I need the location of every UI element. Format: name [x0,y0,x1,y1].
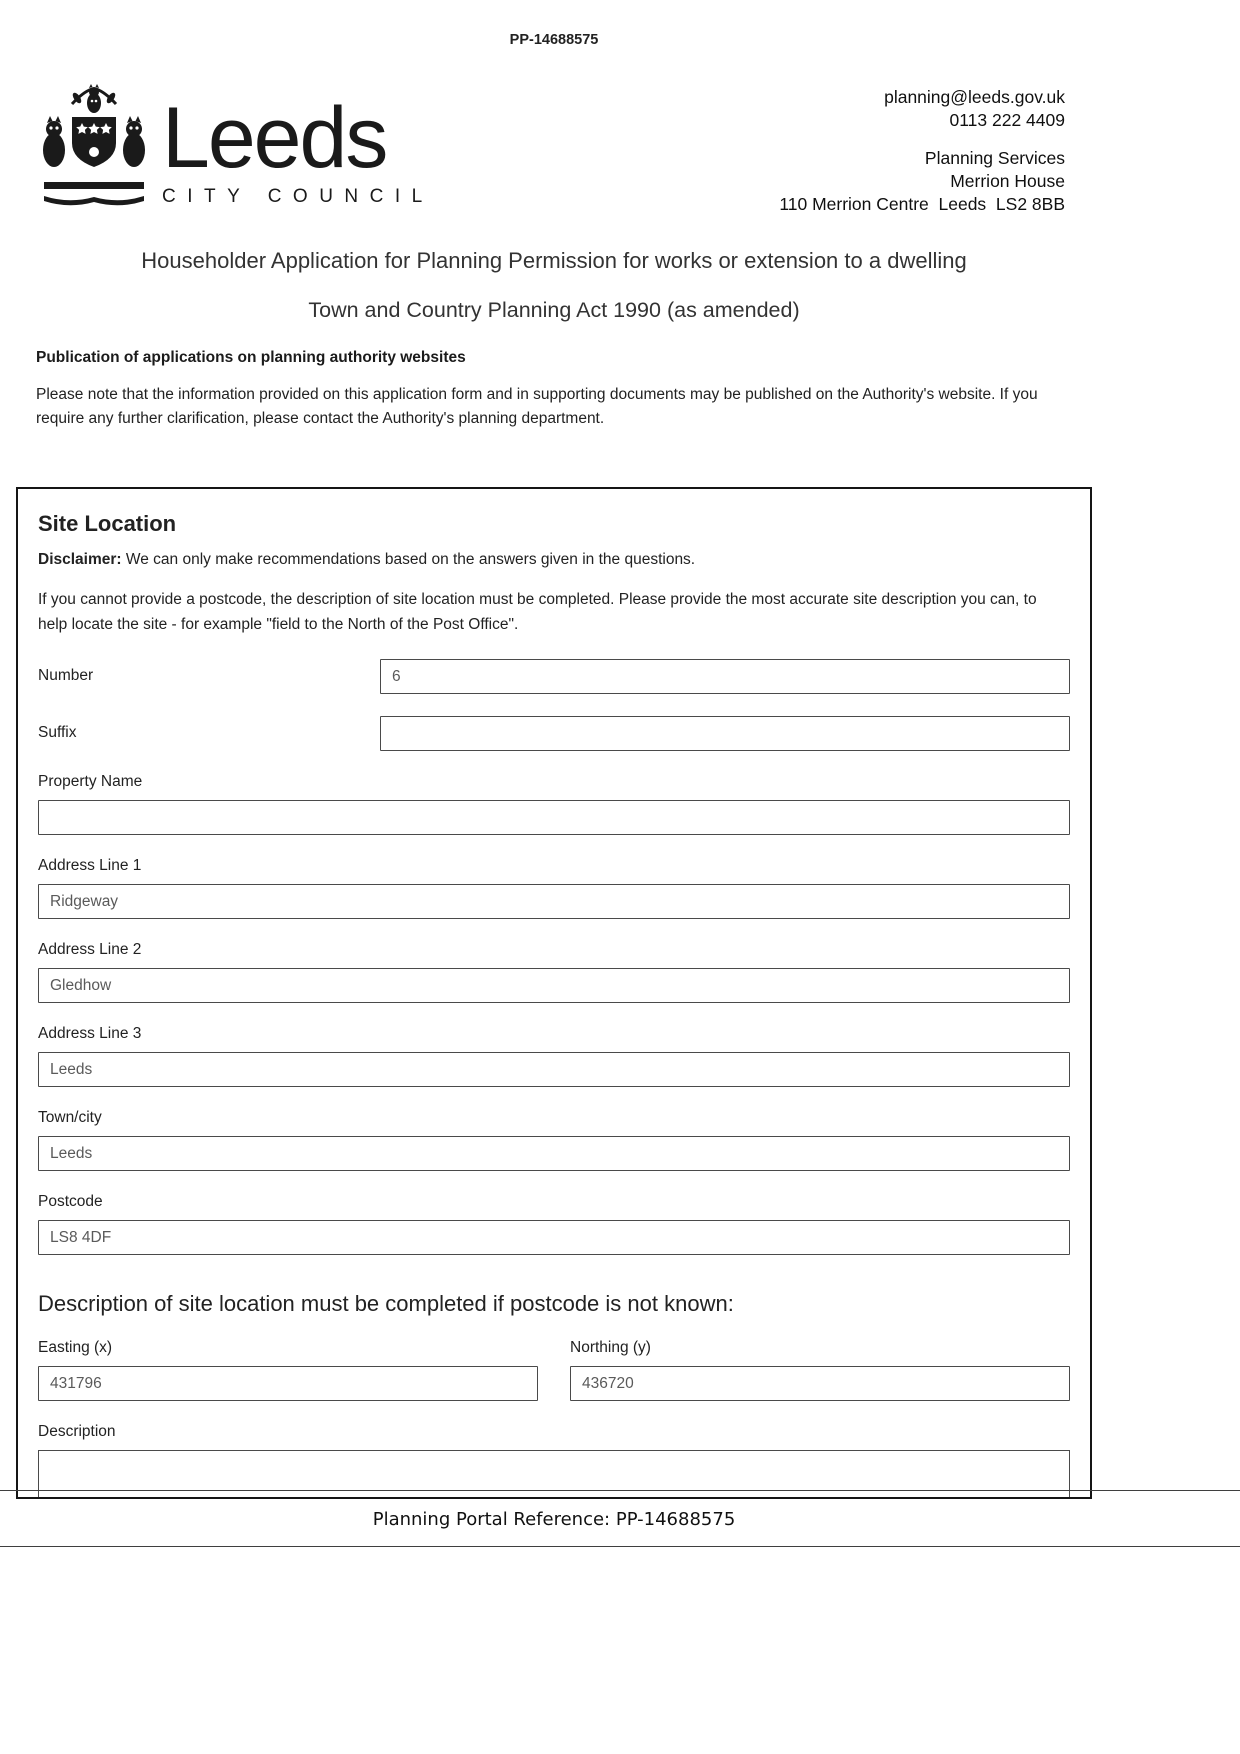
town-city-input[interactable] [38,1136,1070,1171]
contact-block [779,84,1065,216]
logo-subtext: CITY COUNCIL [162,185,434,207]
leeds-crest-icon [38,84,150,208]
northing-label: Northing (y) [570,1339,651,1356]
property-name-label: Property Name [38,773,143,790]
address-line-1-label: Address Line 1 [38,857,142,874]
leeds-logo [38,84,434,208]
easting-field [38,1339,538,1401]
number-input[interactable] [380,659,1070,694]
publication-body: Please note that the information provided on this application form and in supporting documents may be published on the Authority's website. If you require any further clarification, please contact the Authority's planning department. [36,386,1038,427]
contact-email: planning@leeds.gov.uk [884,87,1065,107]
top-reference: PP-14688575 [509,32,599,48]
form-title: Householder Application for Planning Permission for works or extension to a dwelling [141,248,967,273]
address-line-2-field [38,941,1070,1003]
act-title: Town and Country Planning Act 1990 (as amended) [308,298,800,322]
easting-input[interactable] [38,1366,538,1401]
address-line-3-label: Address Line 3 [38,1025,142,1042]
postcode-input[interactable] [38,1220,1070,1255]
address-line-1-input[interactable] [38,884,1070,919]
town-city-field [38,1109,1070,1171]
property-name-input[interactable] [38,800,1070,835]
address-line-1-field [38,857,1070,919]
contact-phone: 0113 222 4409 [949,110,1065,130]
description-label: Description [38,1423,116,1440]
address-line-2-label: Address Line 2 [38,941,142,958]
postcode-field [38,1193,1070,1255]
disclaimer-label: Disclaimer: [38,551,122,568]
footer [0,1490,1240,1547]
header [0,48,1108,216]
address-line-2-input[interactable] [38,968,1070,1003]
logo-wordmark: Leeds [162,90,387,186]
northing-field [570,1339,1070,1401]
site-location-section [16,487,1092,1499]
contact-building: Merrion House [950,171,1065,191]
publication-heading: Publication of applications on planning authority websites [36,349,466,366]
contact-dept: Planning Services [924,148,1065,168]
intro-text: If you cannot provide a postcode, the description of site location must be completed. Please provide the most accurate site description you can, to help locate the site - for example "field to the North of the Post Office". [38,591,1037,633]
suffix-field-row [38,716,1070,751]
description-field [38,1423,1070,1499]
number-field-row [38,659,1070,694]
number-label: Number [38,667,94,684]
disclaimer-text: We can only make recommendations based on the answers given in the questions. [121,551,696,568]
suffix-label: Suffix [38,724,77,741]
footer-divider-bottom [0,1546,1240,1547]
address-line-3-field [38,1025,1070,1087]
coordinates-row [38,1339,1070,1401]
postcode-label: Postcode [38,1193,103,1210]
contact-address: 110 Merrion Centre Leeds LS2 8BB [779,194,1065,214]
suffix-input[interactable] [380,716,1070,751]
section-title: Site Location [38,511,177,536]
disclaimer [38,551,1070,569]
easting-label: Easting (x) [38,1339,113,1356]
footer-reference: Planning Portal Reference: PP-14688575 [372,1509,736,1530]
town-city-label: Town/city [38,1109,102,1126]
description-section-heading: Description of site location must be completed if postcode is not known: [38,1291,734,1316]
property-name-field [38,773,1070,835]
address-line-3-input[interactable] [38,1052,1070,1087]
northing-input[interactable] [570,1366,1070,1401]
